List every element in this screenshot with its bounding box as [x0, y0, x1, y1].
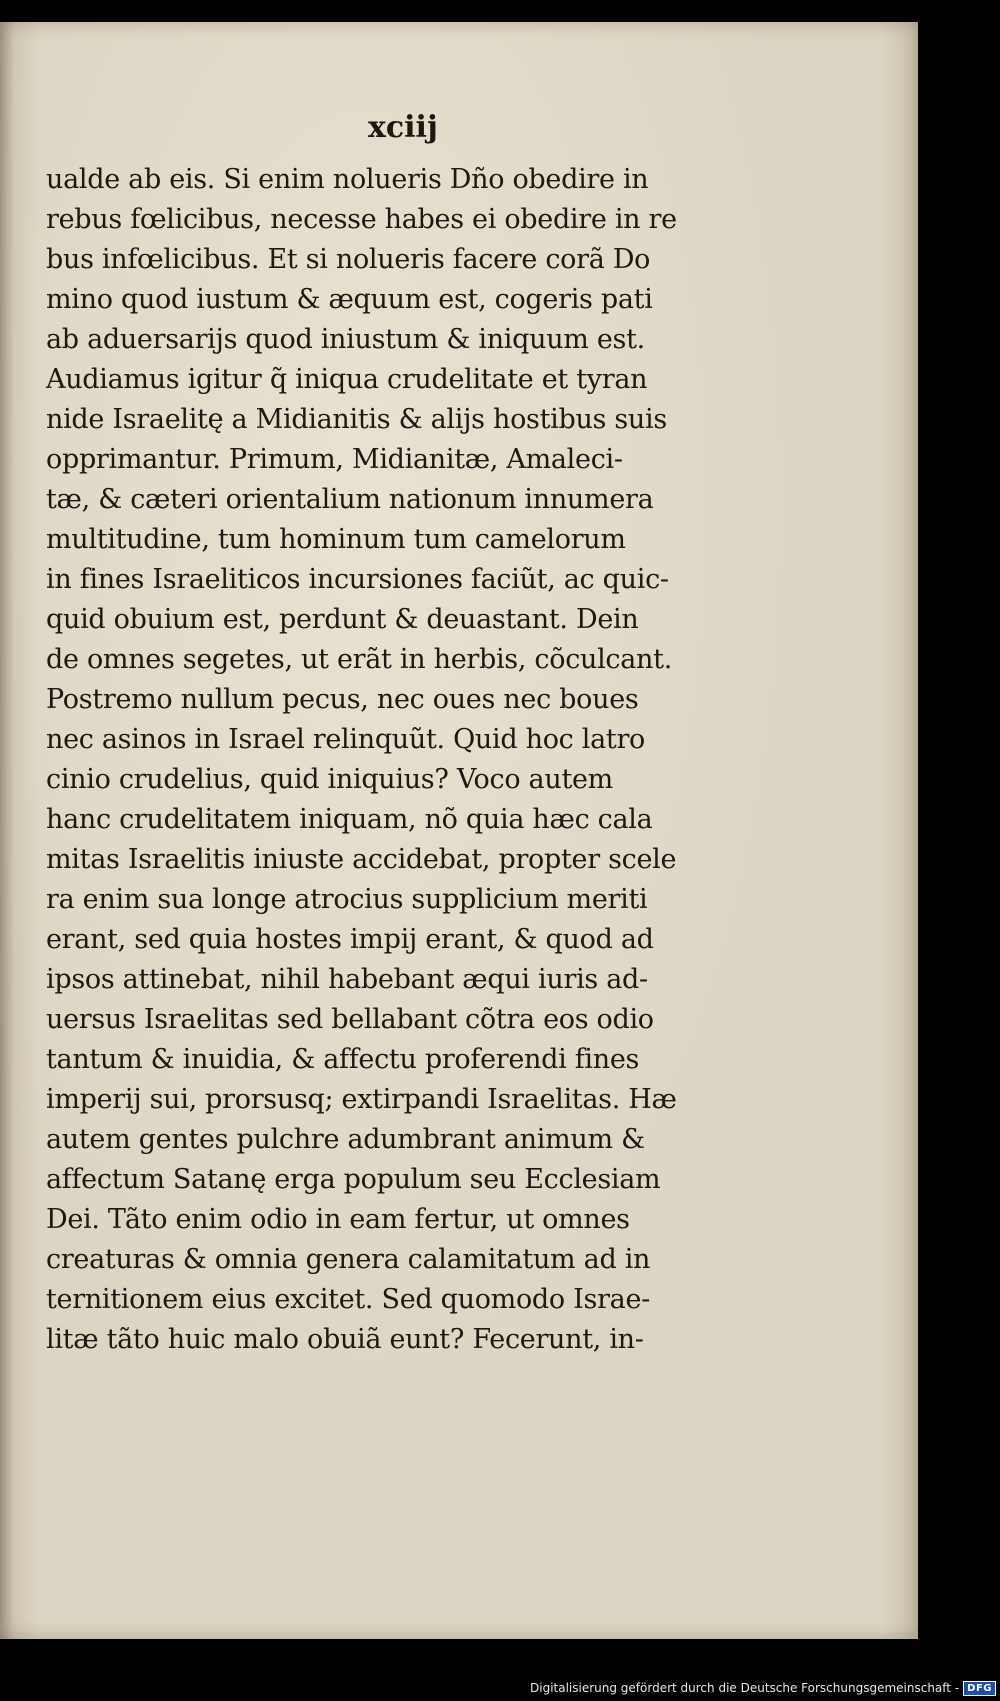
- text-line: quid obuium est, perdunt & deuastant. Dein: [46, 604, 639, 635]
- credit-text: Digitalisierung gefördert durch die Deutsche Forschungsgemeinschaft -: [530, 1681, 960, 1695]
- text-line: autem gentes pulchre adumbrant animum &: [46, 1124, 645, 1155]
- text-line: mino quod iustum & æquum est, cogeris pati: [46, 284, 653, 315]
- text-line: ipsos attinebat, nihil habebant æqui iuris ad-: [46, 964, 648, 995]
- text-line: de omnes segetes, ut erãt in herbis, cõculcant.: [46, 644, 672, 675]
- text-line: imperij sui, prorsusq; extirpandi Israelitas. Hæ: [46, 1084, 677, 1115]
- text-line: ternitionem eius excitet. Sed quomodo Israe-: [46, 1284, 650, 1315]
- text-line: cinio crudelius, quid iniquius? Voco autem: [46, 764, 613, 795]
- text-line: ualde ab eis. Si enim nolueris Dño obedire in: [46, 164, 649, 195]
- text-line: litæ tãto huic malo obuiã eunt? Fecerunt, in-: [46, 1324, 644, 1355]
- text-line: Dei. Tãto enim odio in eam fertur, ut omnes: [46, 1204, 630, 1235]
- text-line: multitudine, tum hominum tum camelorum: [46, 524, 626, 555]
- text-line: creaturas & omnia genera calamitatum ad in: [46, 1244, 651, 1275]
- text-line: ab aduersarijs quod iniustum & iniquum est.: [46, 324, 645, 355]
- text-line: nide Israelitę a Midianitis & alijs hostibus suis: [46, 404, 667, 435]
- text-line: rebus fœlicibus, necesse habes ei obedire in re: [46, 204, 677, 235]
- dfg-logo: DFG: [963, 1681, 996, 1696]
- text-line: erant, sed quia hostes impij erant, & quod ad: [46, 924, 654, 955]
- text-line: ra enim sua longe atrocius supplicium meriti: [46, 884, 648, 915]
- text-line: nec asinos in Israel relinquũt. Quid hoc latro: [46, 724, 646, 755]
- text-line: uersus Israelitas sed bellabant cõtra eos odio: [46, 1004, 654, 1035]
- text-line: tæ, & cæteri orientalium nationum innumera: [46, 484, 654, 515]
- text-line: opprimantur. Primum, Midianitæ, Amaleci-: [46, 444, 623, 475]
- book-page: [0, 22, 918, 1639]
- body-text: [46, 160, 766, 1360]
- text-line: tantum & inuidia, & affectu proferendi fines: [46, 1044, 640, 1075]
- text-line: Postremo nullum pecus, nec oues nec boues: [46, 684, 639, 715]
- digitization-credit: [530, 1677, 996, 1699]
- text-line: affectum Satanę erga populum seu Ecclesiam: [46, 1164, 661, 1195]
- text-line: Audiamus igitur q̃ iniqua crudelitate et tyran: [46, 364, 648, 395]
- text-line: in fines Israeliticos incursiones faciũt, ac quic-: [46, 564, 669, 595]
- text-line: mitas Israelitis iniuste accidebat, propter scele: [46, 844, 677, 875]
- text-line: hanc crudelitatem iniquam, nõ quia hæc cala: [46, 804, 653, 835]
- text-line: bus infœlicibus. Et si nolueris facere corã Do: [46, 244, 651, 275]
- folio-number: xciij: [368, 110, 438, 145]
